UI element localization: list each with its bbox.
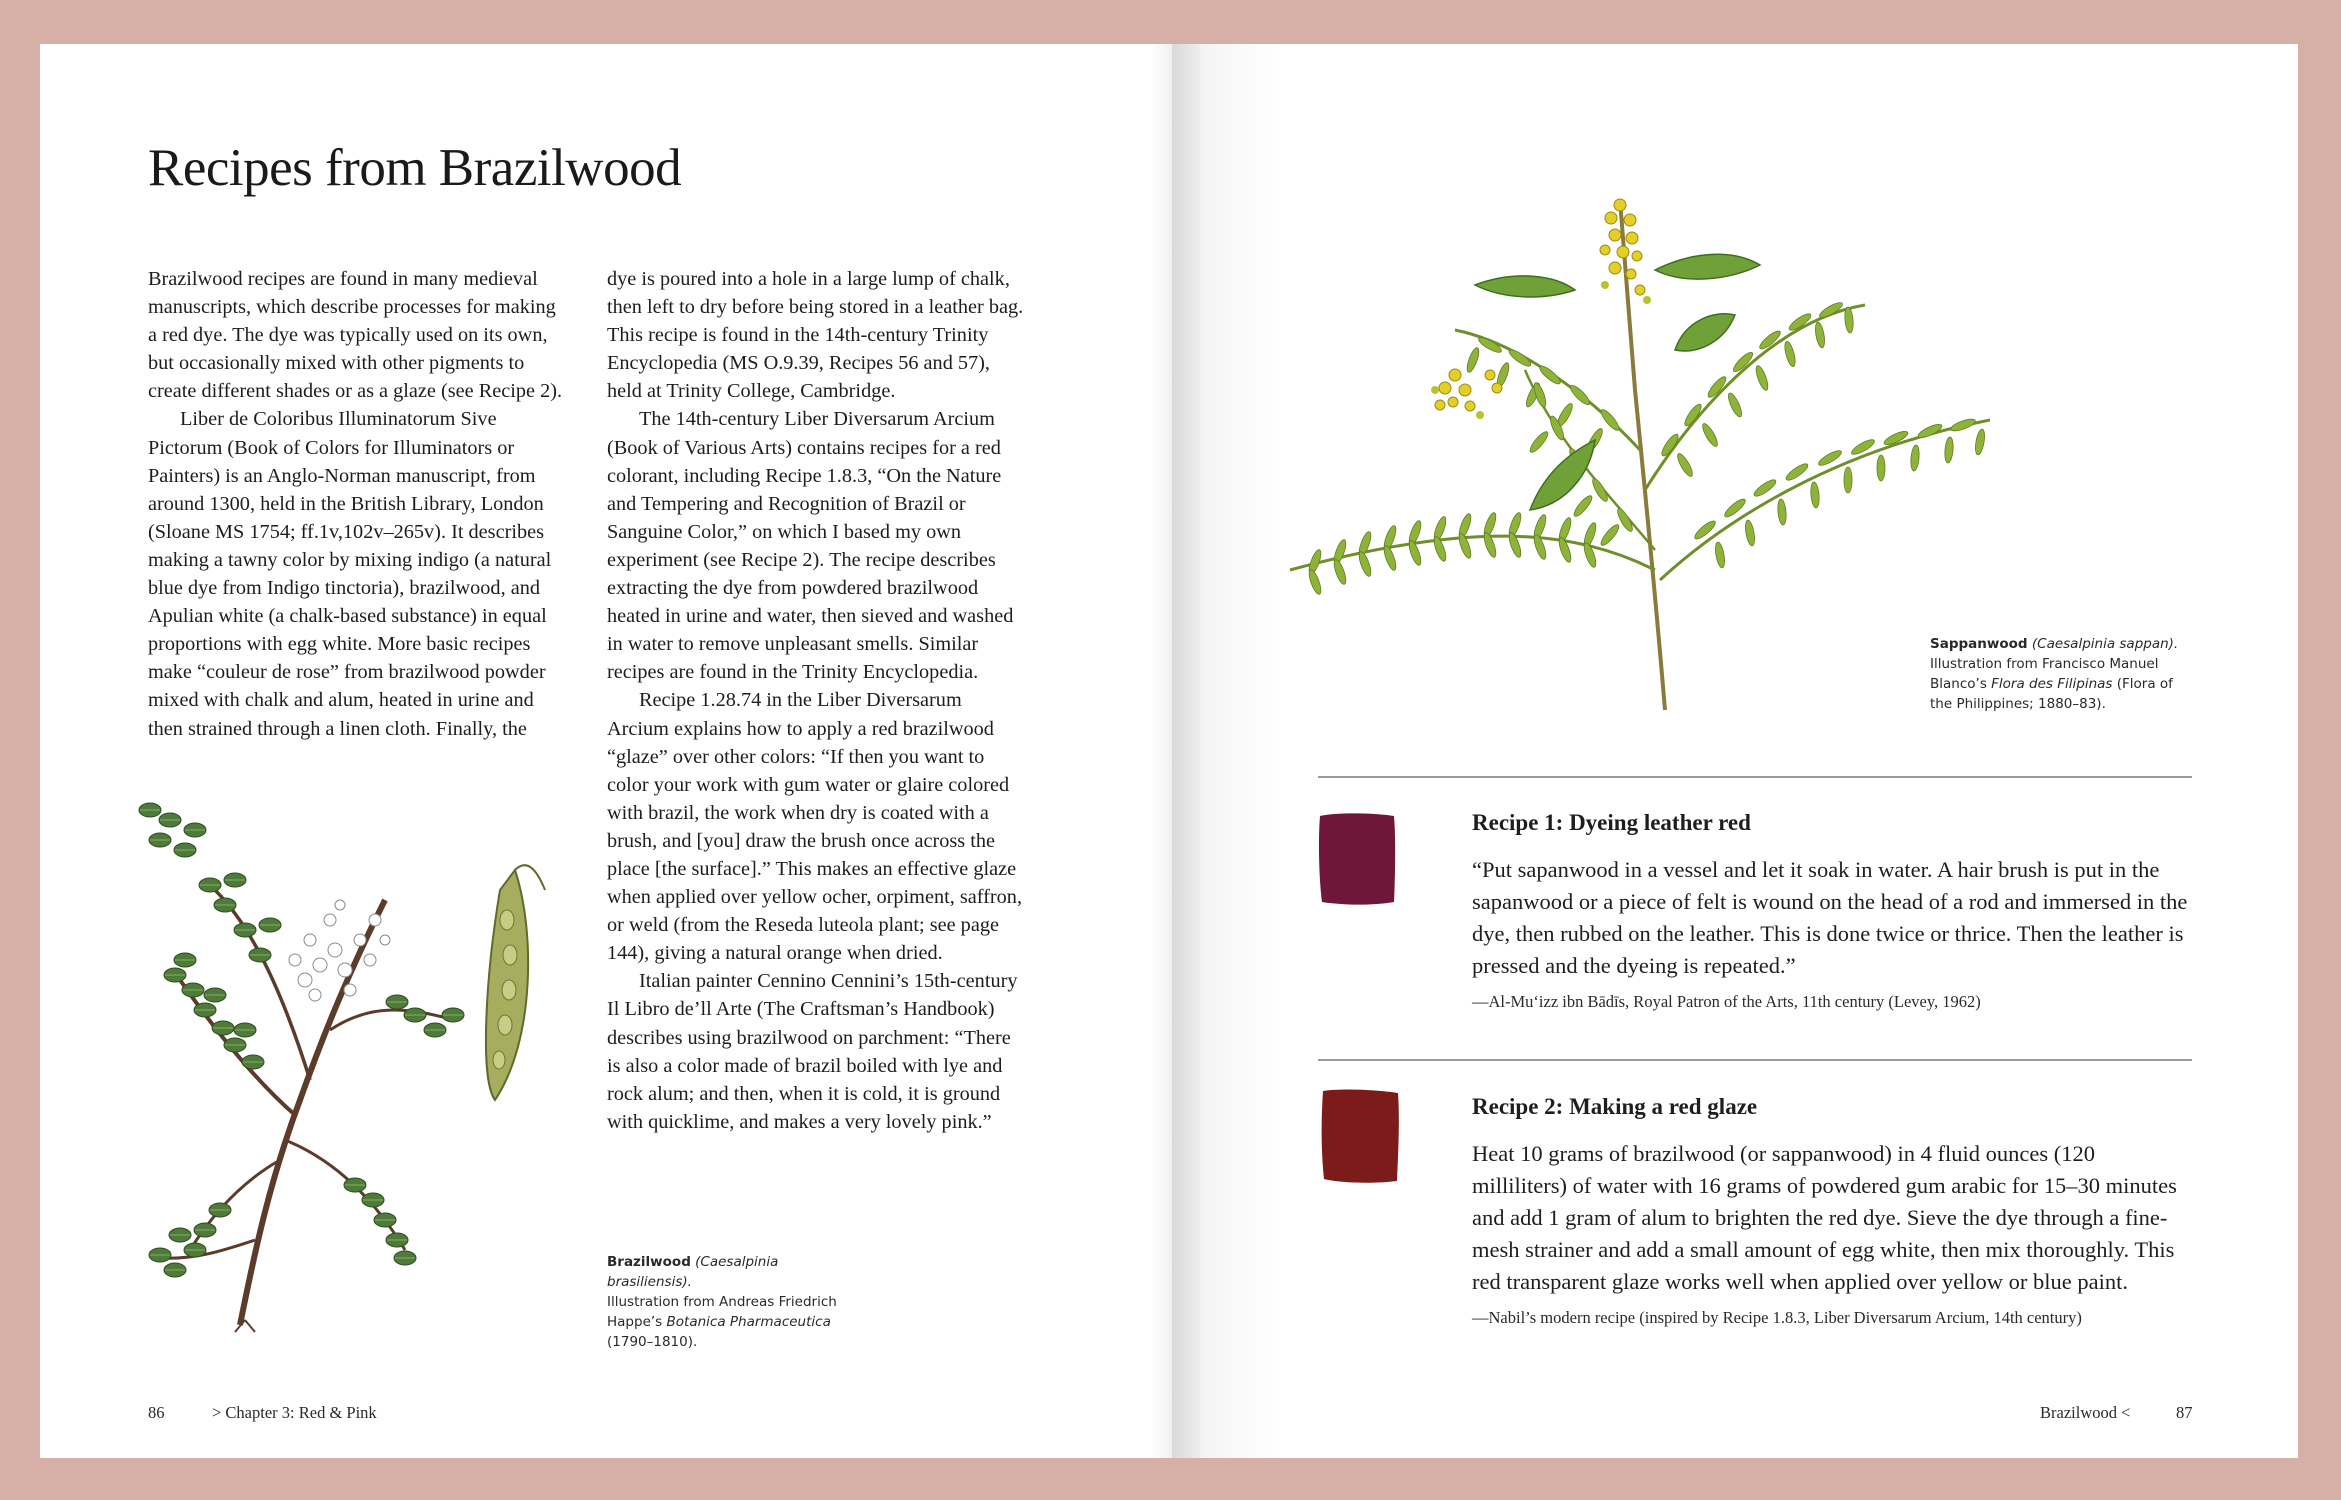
caption-title: Botanica Pharmaceutica	[666, 1314, 831, 1330]
caption-line: Blanco’s	[1930, 676, 1987, 692]
recipe-2-body: Heat 10 grams of brazilwood (or sappanwood) in 4 fluid ounces (120 milliliters) of water with 16 grams of powdered gum arabic for 15–30 minutes and add 1 gram of alum to brighten the red dye. Sieve the dye through a fine-mesh strainer and add a small amount of egg white, then mix thoroughly. This red transparent glaze works well when applied over yellow or blue paint.	[1472, 1141, 2177, 1294]
sappanwood-caption	[1930, 634, 2190, 714]
swatch-fill	[1322, 1090, 1399, 1183]
recipe-1-body: “Put sapanwood in a vessel and let it soak in water. A hair brush is put in the sapanwood or a piece of felt is wound on the head of a rod and immersed in the dye, then rubbed on the leather. This is done twice or thrice. Then the leather is pressed and the dyeing is repeated.”	[1472, 857, 2188, 978]
paragraph: dye is poured into a hole in a large lump of chalk, then left to dry before being stored in a leather bag. This recipe is found in the 14th-century Trinity Encyclopedia (MS O.9.39, Recipes 56 and 57), held at Trinity College, Cambridge.	[607, 268, 1024, 403]
caption-line: Happe’s	[607, 1314, 663, 1330]
caption-sci: (Caesalpinia brasiliensis).	[607, 1254, 779, 1290]
caption-line: (1790–1810).	[607, 1334, 698, 1350]
running-head-right: Brazilwood <	[2040, 1403, 2131, 1422]
caption-line: Illustration from Andreas Friedrich	[607, 1294, 837, 1310]
page-number-right: 87	[2176, 1403, 2193, 1422]
brazilwood-caption	[607, 1252, 857, 1352]
caption-title: Flora des Filipinas	[1991, 676, 2113, 692]
paragraph: Liber de Coloribus Illuminatorum Sive Pictorum (Book of Colors for Illuminators or Painters) is an Anglo-Norman manuscript, from around 1300, held in the British Library, London (Sloane MS 1754; ff.1v,102v–265v). It describes making a tawny color by mixing indigo (a natural blue dye from Indigo tinctoria), brazilwood, and Apulian white (a chalk-based substance) in equal proportions with egg white. More basic recipes make “couleur de rose” from brazilwood powder mixed with chalk and alum, heated in urine and then strained through a linen cloth. Finally, the	[148, 408, 552, 740]
paragraph: Recipe 1.28.74 in the Liber Diversarum Arcium explains how to apply a red brazilwood “glaze” over other colors: “If then you want to color your work with gum water or glaire colored with brazil, the work when dry is coated with a brush, and [you] draw the brush once across the place [the surface].” This makes an effective glaze when applied over yellow ocher, orpiment, saffron, or weld (from the Reseda luteola plant; see page 144), giving a natural orange when dried.	[607, 689, 1023, 965]
book-gutter	[1150, 44, 1200, 1458]
recipe-1-title: Recipe 1: Dyeing leather red	[1472, 810, 1751, 835]
running-head-left: > Chapter 3: Red & Pink	[212, 1403, 377, 1422]
text-column-1	[148, 265, 564, 743]
recipe-1-source: —Al-Mu‘izz ibn Bādīs, Royal Patron of the Arts, 11th century (Levey, 1962)	[1472, 992, 1981, 1011]
caption-name: Sappanwood	[1930, 636, 2028, 652]
recipe-2-source: —Nabil’s modern recipe (inspired by Recipe 1.8.3, Liber Diversarum Arcium, 14th century)	[1472, 1308, 2082, 1327]
paragraph: Italian painter Cennino Cennini’s 15th-century Il Libro de’ll Arte (The Craftsman’s Handbook) describes using brazilwood on parchment: “There is also a color made of brazil boiled with lye and rock alum; and then, when it is cold, it is ground with quicklime, and makes a very lovely pink.”	[607, 970, 1018, 1133]
paragraph: Brazilwood recipes are found in many medieval manuscripts, which describe processes for making a red dye. The dye was typically used on its own, but occasionally mixed with other pigments to create different shades or as a glaze (see Recipe 2).	[148, 268, 563, 403]
divider-rule	[1318, 1059, 2192, 1061]
brazilwood-illustration	[135, 780, 595, 1335]
page-title: Recipes from Brazilwood	[148, 139, 682, 197]
caption-sci: (Caesalpinia sappan).	[2031, 636, 2179, 652]
caption-line: (Flora of	[2116, 676, 2173, 692]
page-number-left: 86	[148, 1403, 165, 1422]
caption-name: Brazilwood	[607, 1254, 691, 1270]
text-column-2	[607, 265, 1027, 1136]
paragraph: The 14th-century Liber Diversarum Arcium (Book of Various Arts) contains recipes for a red colorant, including Recipe 1.8.3, “On the Nature and Tempering and Recognition of Brazil or Sanguine Color,” on which I based my own experiment (see Recipe 2). The recipe describes extracting the dye from powdered brazilwood heated in urine and water, then sieved and washed in water to remove unpleasant smells. Similar recipes are found in the Trinity Encyclopedia.	[607, 408, 1014, 684]
divider-rule	[1318, 776, 2192, 778]
swatch-fill	[1319, 813, 1395, 904]
recipe-1-swatch	[1316, 810, 1398, 908]
recipe-2-title: Recipe 2: Making a red glaze	[1472, 1094, 1758, 1119]
caption-line: Illustration from Francisco Manuel	[1930, 656, 2159, 672]
caption-line: the Philippines; 1880–83).	[1930, 696, 2106, 712]
recipe-2-swatch	[1318, 1086, 1402, 1186]
